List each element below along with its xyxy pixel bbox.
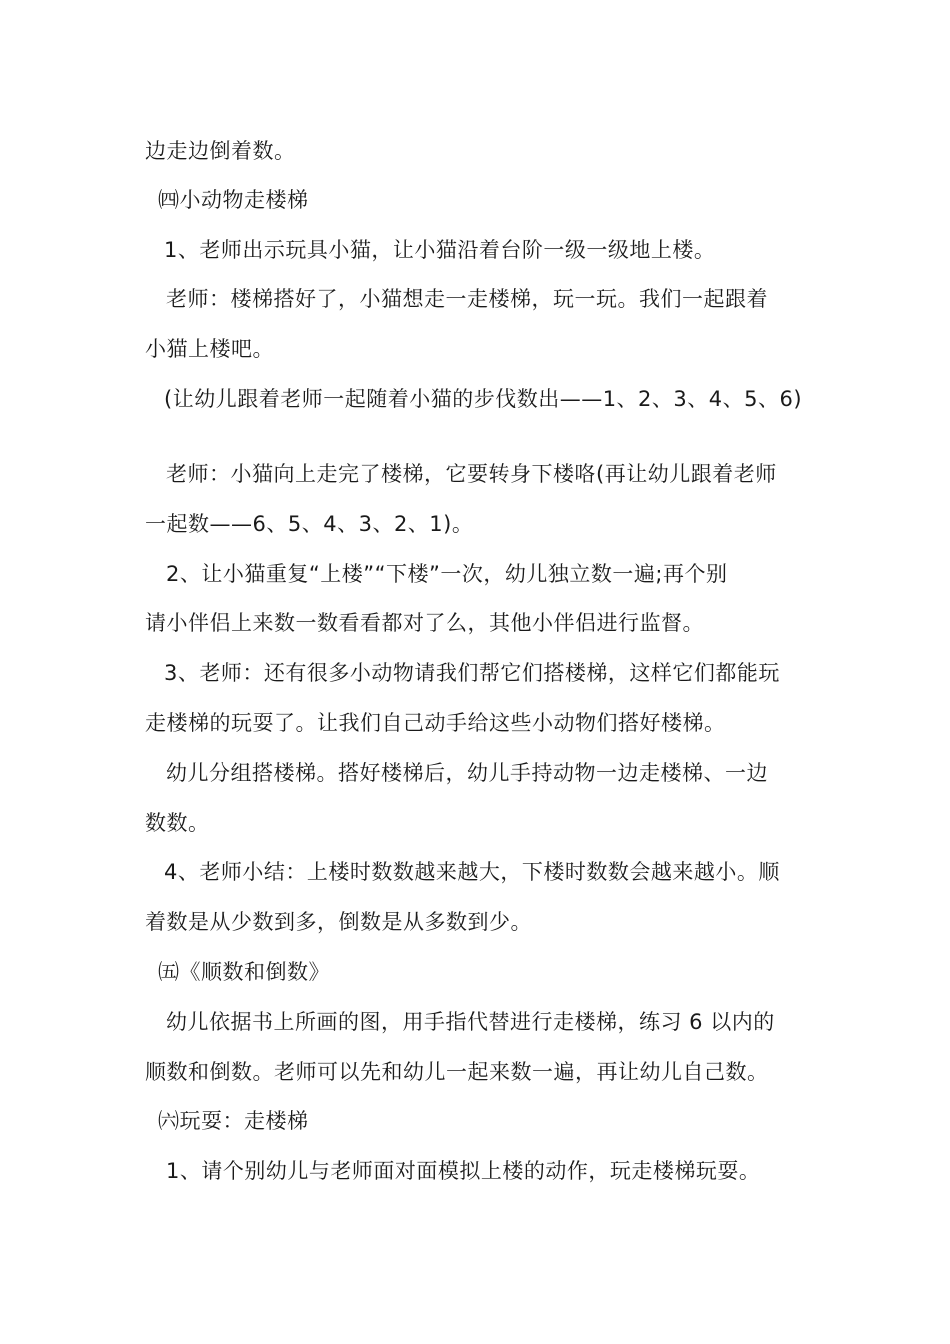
paragraph-line: 边走边倒着数。	[145, 139, 296, 163]
paragraph-line: 1、请个别幼儿与老师面对面模拟上楼的动作，玩走楼梯玩耍。	[166, 1159, 761, 1183]
section-heading: ㈣小动物走楼梯	[158, 188, 309, 212]
section-heading: ㈤《顺数和倒数》	[158, 960, 330, 984]
paragraph-line: 请小伴侣上来数一数看看都对了么，其他小伴侣进行监督。	[145, 611, 704, 635]
paragraph-line: 一起数——6、5、4、3、2、1)。	[145, 512, 474, 536]
paragraph-line: (让幼儿跟着老师一起随着小猫的步伐数出——1、2、3、4、5、6)	[164, 387, 803, 411]
paragraph-line: 幼儿分组搭楼梯。搭好楼梯后，幼儿手持动物一边走楼梯、一边	[166, 761, 768, 785]
paragraph-line: 数数。	[145, 811, 210, 835]
paragraph-line: 走楼梯的玩耍了。让我们自己动手给这些小动物们搭好楼梯。	[145, 711, 726, 735]
paragraph-line: 老师：楼梯搭好了，小猫想走一走楼梯，玩一玩。我们一起跟着	[166, 287, 768, 311]
paragraph-line: 4、老师小结：上楼时数数越来越大，下楼时数数会越来越小。顺	[164, 860, 780, 884]
paragraph-line: 顺数和倒数。老师可以先和幼儿一起来数一遍，再让幼儿自己数。	[145, 1060, 769, 1084]
paragraph-line: 幼儿依据书上所画的图，用手指代替进行走楼梯，练习 6 以内的	[166, 1010, 775, 1034]
paragraph-line: 着数是从少数到多，倒数是从多数到少。	[145, 910, 532, 934]
paragraph-line: 2、让小猫重复“上楼”“下楼”一次，幼儿独立数一遍;再个别	[166, 562, 728, 586]
paragraph-line: 1、老师出示玩具小猫，让小猫沿着台阶一级一级地上楼。	[164, 238, 716, 262]
paragraph-line: 老师：小猫向上走完了楼梯，它要转身下楼咯(再让幼儿跟着老师	[166, 462, 777, 486]
paragraph-line: 3、老师：还有很多小动物请我们帮它们搭楼梯，这样它们都能玩	[164, 661, 780, 685]
paragraph-line: 小猫上楼吧。	[145, 337, 274, 361]
section-heading: ㈥玩耍：走楼梯	[158, 1109, 309, 1133]
